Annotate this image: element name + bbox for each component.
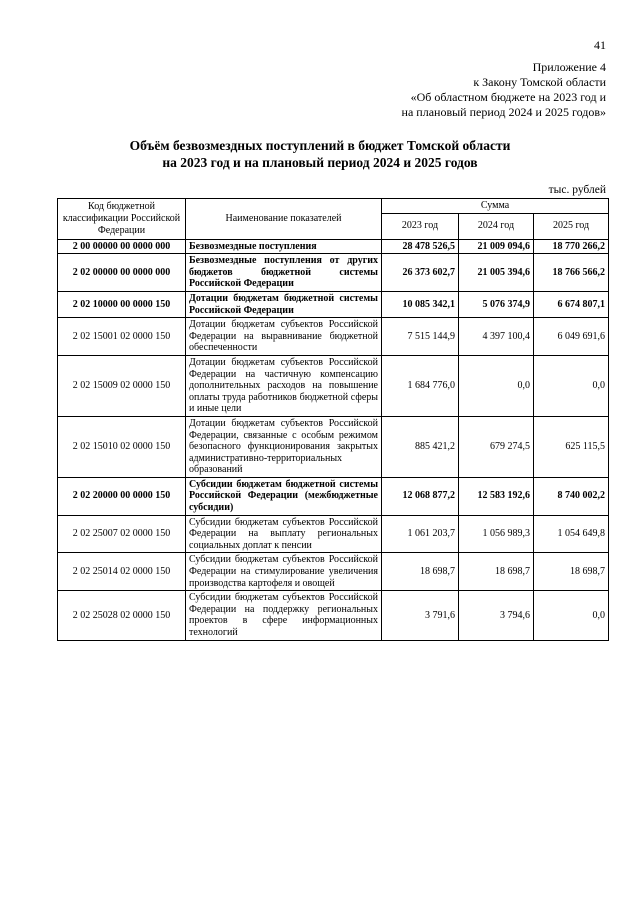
row-value-2023: 12 068 877,2 (382, 477, 459, 515)
row-value-2023: 18 698,7 (382, 553, 459, 591)
table-row (58, 553, 609, 591)
row-code: 2 02 00000 00 0000 000 (58, 254, 186, 292)
row-value-2025: 625 115,5 (534, 416, 609, 477)
title-line: на 2023 год и на плановый период 2024 и 2025 годов (162, 155, 478, 170)
row-value-2025: 8 740 002,2 (534, 477, 609, 515)
row-name: Безвозмездные поступления от других бюджетов бюджетной системы Российской Федерации (186, 254, 382, 292)
row-value-2025: 6 049 691,6 (534, 318, 609, 356)
row-code: 2 02 20000 00 0000 150 (58, 477, 186, 515)
row-value-2025: 18 698,7 (534, 553, 609, 591)
header-2024: 2024 год (459, 213, 534, 239)
row-value-2024: 679 274,5 (459, 416, 534, 477)
row-code: 2 00 00000 00 0000 000 (58, 239, 186, 254)
row-value-2023: 1 061 203,7 (382, 515, 459, 553)
budget-table (57, 198, 609, 641)
row-name: Субсидии бюджетам субъектов Российской Федерации на стимулирование увеличения производства картофеля и овощей (186, 553, 382, 591)
row-value-2024: 12 583 192,6 (459, 477, 534, 515)
table-row (58, 291, 609, 317)
row-name: Безвозмездные поступления (186, 239, 382, 254)
row-value-2023: 1 684 776,0 (382, 355, 459, 416)
row-code: 2 02 15001 02 0000 150 (58, 318, 186, 356)
row-value-2024: 5 076 374,9 (459, 291, 534, 317)
row-code: 2 02 25007 02 0000 150 (58, 515, 186, 553)
appendix-line: Приложение 4 (532, 60, 606, 74)
row-value-2025: 0,0 (534, 355, 609, 416)
row-code: 2 02 15010 02 0000 150 (58, 416, 186, 477)
row-value-2024: 18 698,7 (459, 553, 534, 591)
row-name: Дотации бюджетам субъектов Российской Федерации на выравнивание бюджетной обеспеченности (186, 318, 382, 356)
table-row (58, 254, 609, 292)
row-value-2023: 26 373 602,7 (382, 254, 459, 292)
title-line: Объём безвозмездных поступлений в бюджет Томской области (129, 138, 511, 153)
row-code: 2 02 15009 02 0000 150 (58, 355, 186, 416)
table-row (58, 318, 609, 356)
row-code: 2 02 25028 02 0000 150 (58, 591, 186, 640)
table-row (58, 515, 609, 553)
row-value-2025: 18 770 266,2 (534, 239, 609, 254)
row-value-2023: 885 421,2 (382, 416, 459, 477)
row-value-2023: 3 791,6 (382, 591, 459, 640)
table-row (58, 416, 609, 477)
units-label: тыс. рублей (548, 184, 606, 196)
row-value-2024: 3 794,6 (459, 591, 534, 640)
document-title (0, 137, 640, 171)
header-sum: Сумма (382, 199, 609, 214)
appendix-line: «Об областном бюджете на 2023 год и (410, 90, 606, 104)
row-value-2025: 18 766 566,2 (534, 254, 609, 292)
row-value-2024: 21 005 394,6 (459, 254, 534, 292)
row-code: 2 02 10000 00 0000 150 (58, 291, 186, 317)
row-value-2023: 7 515 144,9 (382, 318, 459, 356)
row-value-2024: 1 056 989,3 (459, 515, 534, 553)
row-name: Субсидии бюджетам бюджетной системы Российской Федерации (межбюджетные субсидии) (186, 477, 382, 515)
appendix-line: на плановый период 2024 и 2025 годов» (401, 105, 606, 119)
row-value-2025: 1 054 649,8 (534, 515, 609, 553)
table-row (58, 477, 609, 515)
page-number: 41 (594, 38, 606, 52)
row-value-2025: 0,0 (534, 591, 609, 640)
row-name: Дотации бюджетам субъектов Российской Федерации, связанные с особым режимом безопасного функционирования закрытых административно-территориальных образований (186, 416, 382, 477)
row-name: Субсидии бюджетам субъектов Российской Федерации на поддержку региональных проектов в сфере информационных технологий (186, 591, 382, 640)
row-value-2025: 6 674 807,1 (534, 291, 609, 317)
row-name: Дотации бюджетам субъектов Российской Федерации на частичную компенсацию дополнительных расходов на повышение оплаты труда работников бюджетной сферы и иные цели (186, 355, 382, 416)
row-value-2024: 21 009 094,6 (459, 239, 534, 254)
row-value-2024: 0,0 (459, 355, 534, 416)
header-2023: 2023 год (382, 213, 459, 239)
appendix-line: к Закону Томской области (473, 75, 606, 89)
row-value-2024: 4 397 100,4 (459, 318, 534, 356)
table-row (58, 355, 609, 416)
row-value-2023: 10 085 342,1 (382, 291, 459, 317)
row-name: Субсидии бюджетам субъектов Российской Федерации на выплату региональных социальных доплат к пенсии (186, 515, 382, 553)
row-value-2023: 28 478 526,5 (382, 239, 459, 254)
appendix-header (402, 60, 606, 120)
header-2025: 2025 год (534, 213, 609, 239)
row-code: 2 02 25014 02 0000 150 (58, 553, 186, 591)
row-name: Дотации бюджетам бюджетной системы Российской Федерации (186, 291, 382, 317)
header-code: Код бюджетной классификации Российской Федерации (58, 199, 186, 240)
table-row (58, 239, 609, 254)
table-row (58, 591, 609, 640)
header-name: Наименование показателей (186, 199, 382, 240)
